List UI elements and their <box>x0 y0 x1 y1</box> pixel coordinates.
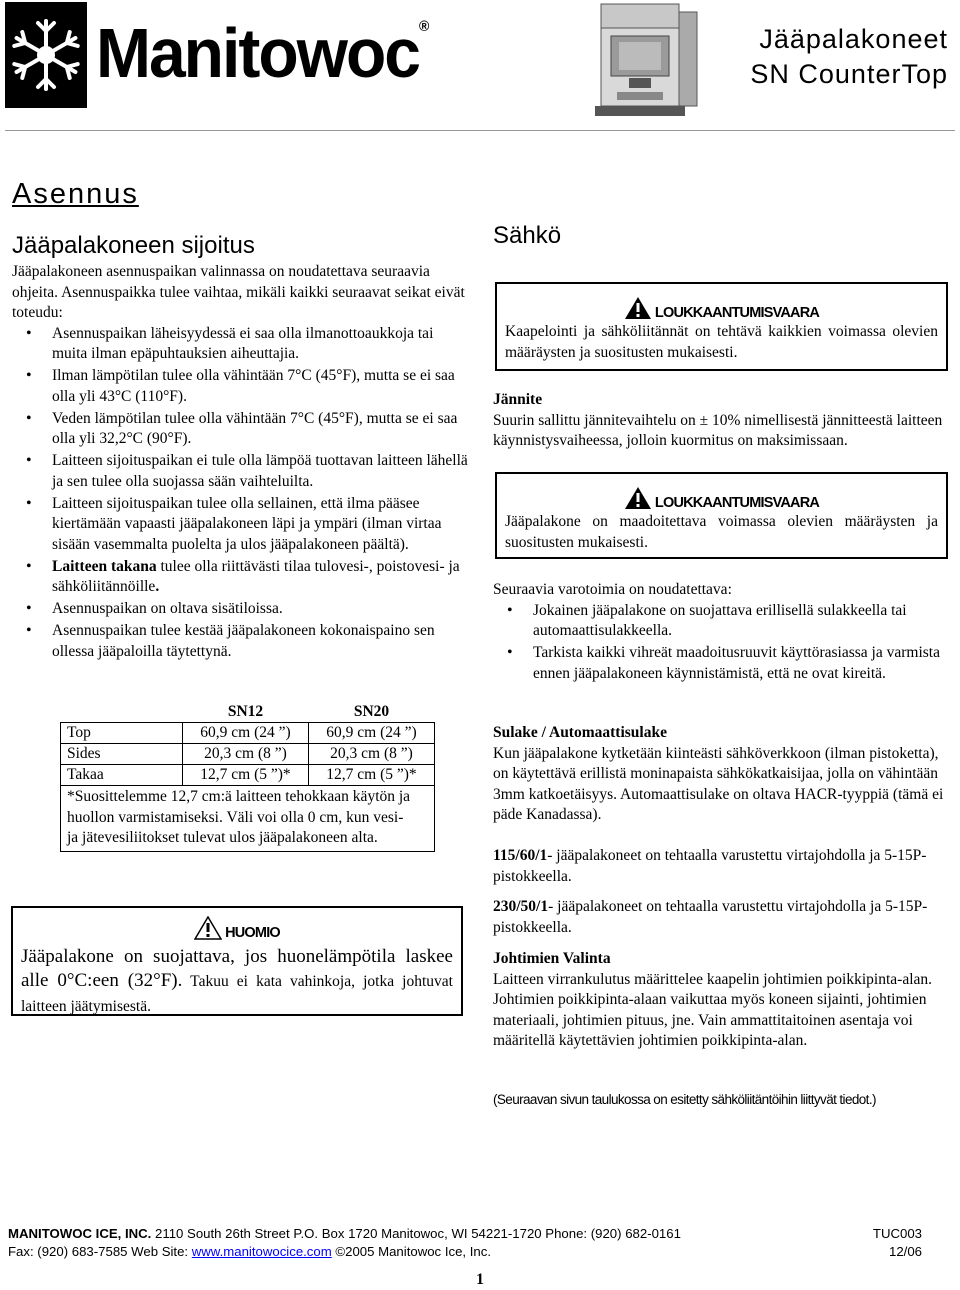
snowflake-logo <box>5 2 87 108</box>
voltage-115: 115/60/1- jääpalakoneet on tehtaalla varustettu virtajohdolla ja 5-15P- pistokkeella. <box>493 847 927 885</box>
list-item: • Laitteen takana tulee olla riittävästi tilaa tulovesi-, poistovesi- ja sähköliitännöille. <box>12 557 468 598</box>
clearance-table <box>60 702 435 852</box>
list-item: • Asennuspaikan tulee kestää jääpalakoneen kokonaispaino sen ollessa jääpaloilla täytettynä. <box>12 621 468 662</box>
table-row: Top 60,9 cm (24 ”) 60,9 cm (24 ”) <box>61 723 435 744</box>
left-column <box>12 232 468 664</box>
precautions-section <box>493 580 948 686</box>
warning-icon <box>624 486 652 510</box>
page-number: 1 <box>476 1271 484 1288</box>
injury-warning-box-2 <box>495 472 948 559</box>
list-item: • Ilman lämpötilan tulee olla vähintään 7°C (45°F), mutta se ei saa olla yli 43°C (110°F). <box>12 366 468 407</box>
precautions-list <box>493 601 948 685</box>
table-header-row <box>61 702 435 723</box>
list-item: • Laitteen sijoituspaikan ei tule olla lämpöä tuottavan laitteen lähellä ja sen tulee olla suojassa sään vaihteluilta. <box>12 451 468 492</box>
electrical-heading: Sähkö <box>493 222 562 249</box>
caution-label: HUOMIO <box>225 925 280 941</box>
header-title: Jääpalakoneet SN CounterTop <box>750 24 948 89</box>
list-item: • Asennuspaikan on oltava sisätiloissa. <box>12 599 468 620</box>
doc-code: TUC003 <box>872 1226 922 1241</box>
caution-box <box>11 906 463 1016</box>
fuse-section <box>493 723 948 826</box>
injury-warning-box-1 <box>495 282 948 371</box>
voltage-section <box>493 390 948 452</box>
ice-machine-image <box>593 2 703 120</box>
list-item: • Asennuspaikan läheisyydessä ei saa olla ilmanottoaukkoja tai muita ilman epäpuhtauksien aiheuttajia. <box>12 324 468 365</box>
conductor-heading: Johtimien Valinta <box>493 950 611 967</box>
voltage-heading: Jännite <box>493 391 543 408</box>
precautions-intro: Seuraavia varotoimia on noudatettava: <box>493 581 732 598</box>
placement-intro: Jääpalakoneen asennuspaikan valinnassa on noudatettava seuraavia ohjeita. Asennuspaikka tulee vaihtaa, mikäli kaikki seuraavat seikat eivät toteudu: <box>12 263 465 321</box>
table-row: Sides 20,3 cm (8 ”) 20,3 cm (8 ”) <box>61 744 435 765</box>
divider <box>5 130 955 131</box>
table-note-row: *Suosittelemme 12,7 cm:ä laitteen tehokkaan käytön ja huollon varmistamiseksi. Väli voi olla 0 cm, kun vesi- ja jätevesiliitokset tulevat ulos jääpalakoneen alta. <box>61 786 435 852</box>
section-title: Asennus <box>12 178 139 210</box>
list-item: • Veden lämpötilan tulee olla vähintään 7°C (45°F), mutta se ei saa olla yli 32,2°C (90°F). <box>12 409 468 450</box>
warning-label: LOUKKAANTUMISVAARA <box>654 495 820 511</box>
warning-label: LOUKKAANTUMISVAARA <box>654 305 820 321</box>
list-item: • Laitteen sijoituspaikan tulee olla sellainen, että ilma pääsee kiertämään vapaasti jääpalakoneen läpi ja ympäri (ilman virtaa sisään vasemmalta puolelta ja ulos jääpalakoneen päältä). <box>12 494 468 556</box>
warning-text: Jääpalakone on maadoitettava voimassa olevien määräysten ja suositusten mukaisesti. <box>505 513 938 551</box>
website-link[interactable]: www.manitowocice.com <box>191 1244 332 1259</box>
company-address: 2110 South 26th Street P.O. Box 1720 Manitowoc, WI 54221-1720 Phone: (920) 682-0161 <box>151 1226 681 1241</box>
table-header: SN20 <box>309 702 435 723</box>
conductor-text: Laitteen virrankulutus määrittelee kaapelin johtimien poikkipinta-alan. Johtimien poikkipinta-alaan vaikuttaa myös koneen sijainti, johtimien materiaali, johtimien pituus, jne. Vain ammattitaitoinen asentaja voi määritellä käytettävien johtimien poikkipinta-alan. <box>493 970 933 1049</box>
table-row: Takaa 12,7 cm (5 ”)* 12,7 cm (5 ”)* <box>61 765 435 786</box>
footer: MANITOWOC ICE, INC. 2110 South 26th Street P.O. Box 1720 Manitowoc, WI 54221-1720 Phone: (920) 682-0161 TUC003 Fax: (920) 683-7585 Web Site: www.manitowocice.com ©2005 Manitowoc Ice, Inc. 12/06 <box>8 1226 922 1259</box>
warning-icon <box>624 296 652 320</box>
doc-date: 12/06 <box>888 1244 922 1259</box>
list-item: • Tarkista kaikki vihreät maadoitusruuvit käyttörasiassa ja varmista ennen jääpalakoneen käynnistämistä, että ne ovat kireitä. <box>493 643 948 684</box>
placement-heading: Jääpalakoneen sijoitus <box>12 232 255 259</box>
voltage-230: 230/50/1- jääpalakoneet on tehtaalla varustettu virtajohdolla ja 5-15P- pistokkeella. <box>493 898 928 936</box>
table-header: SN12 <box>183 702 309 723</box>
placement-list <box>12 324 468 663</box>
warning-icon <box>194 916 222 940</box>
company-name: MANITOWOC ICE, INC. <box>8 1226 152 1241</box>
list-item: • Jokainen jääpalakone on suojattava erillisellä sulakkeella tai automaattisulakkeella. <box>493 601 948 642</box>
next-page-note: (Seuraavan sivun taulukossa on esitetty sähköliitäntöihin liittyvät tiedot.) <box>493 1092 876 1107</box>
brand-logo: Manitowoc® <box>96 14 430 92</box>
fuse-text: Kun jääpalakone kytketään kiinteästi sähköverkkoon (ilman pistoketta), on käytettävä erillistä moninapaista sähkökatkaisijaa, jolla on vähintään 3mm katkoetäisyys. Automaattisulake on oltava HACR-tyyppiä (tämä ei päde Kanadassa). <box>493 744 944 823</box>
caution-text: Jääpalakone on suojattava, jos huonelämpötila laskee alle 0°C:een (32°F). Takuu ei kata vahinkoja, jotka johtuvat laitteen jäätymisestä. <box>21 946 453 1015</box>
fuse-heading: Sulake / Automaattisulake <box>493 724 667 741</box>
voltage-text: Suurin sallittu jännitevaihtelu on ± 10% nimellisestä jännitteestä laitteen käynnistysvaiheessa, jolloin kuormitus on maksimissaan. <box>493 411 943 449</box>
right-column <box>493 222 948 252</box>
warning-text: Kaapelointi ja sähköliitännät on tehtävä kaikkien voimassa olevien määräysten ja suositusten mukaisesti. <box>505 323 938 361</box>
conductor-section <box>493 949 948 1052</box>
